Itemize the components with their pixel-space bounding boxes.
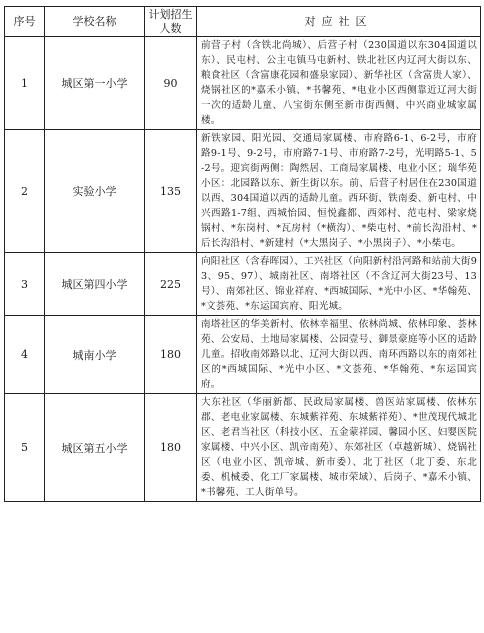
row-enrollment: 135 [145, 130, 197, 253]
row-communities: 前营子村（含铁北尚城）、后营子村（230国道以东304国道以东）、民屯村、公主屯镇马屯新村、铁北社区内辽河大街以东、粮食社区（含富康花园和盛泉家园）、新华社区（含富贵人家）、烧锅社区的*嘉禾小镇、*书馨苑、*电业小区西侧靠近辽河大街一次的适龄儿童、八宝街东侧至新市街西侧、中兴商业城家属楼。 [197, 37, 481, 130]
header-planned-enrollment: 计划招生人数 [145, 7, 197, 37]
row-school-name: 城南小学 [45, 316, 145, 394]
row-index: 3 [5, 253, 45, 316]
table-row [5, 130, 481, 253]
row-index: 5 [5, 394, 45, 502]
row-school-name: 城区第四小学 [45, 253, 145, 316]
row-school-name: 城区第五小学 [45, 394, 145, 502]
row-index: 1 [5, 37, 45, 130]
row-enrollment: 180 [145, 316, 197, 394]
row-communities: 南塔社区的华美新村、依林幸福里、依林尚城、依林印象、荟林苑、公安局、土地局家属楼、公园壹号、御景豪庭等小区的适龄儿童。招收南郊路以北、辽河大街以西、南环西路以东的南郊社区的*西城国际、*光中小区、*文荟苑、*华翰苑、*东运国宾府。 [197, 316, 481, 394]
row-index: 4 [5, 316, 45, 394]
header-areas-text: 对应社区 [304, 14, 373, 28]
row-enrollment: 90 [145, 37, 197, 130]
header-school-name: 学校名称 [45, 7, 145, 37]
table-row [5, 316, 481, 394]
row-index: 2 [5, 130, 45, 253]
table-row [5, 253, 481, 316]
row-enrollment: 225 [145, 253, 197, 316]
header-index: 序号 [5, 7, 45, 37]
header-corresponding-communities [197, 7, 481, 37]
row-communities: 大东社区（华丽新都、民政局家属楼、兽医站家属楼、依林东郡、老电业家属楼、东城紫祥苑、东城紫祥苑）、*世茂现代城北区、老君当社区（科技小区、五金蒙祥园、馨园小区、妇婴医院家属楼、中兴小区、凯帝南苑）、东郊社区（卓越新城）、烧锅社区（电业小区、凯帝城、新市委）、北丁社区（北丁委、东北委、机械委、化工厂家属楼、城市荣域）、后岗子、*嘉禾小镇、*书馨苑、工人街单号。 [197, 394, 481, 502]
table-row [5, 37, 481, 130]
document [4, 6, 480, 502]
row-communities: 向阳社区（含春晖园）、工兴社区（向阳新村沿河路和站前大街93、95、97）、城南社区、南塔社区（不含辽河大街23号、13号）、南郊社区、锦业祥府、*西城国际、*光中小区、*华翰苑、*文荟苑、*东运国宾府、阳光城。 [197, 253, 481, 316]
table-header-row [5, 7, 481, 37]
table-row [5, 394, 481, 502]
enrollment-allocation-table [4, 6, 481, 502]
row-school-name: 实验小学 [45, 130, 145, 253]
row-communities: 新铁家园、阳光园、交通局家属楼、市府路6-1、6-2号，市府路9-1号、9-2号，市府路7-1号、市府路7-2号，光明路5-1、5-2号。迎宾街两侧：陶然居、工商局家属楼、电业小区；瑞华苑小区：北园路以东、新生街以东。前、后营子村居住在230国道以西、304国道以西的适龄儿童。西环街、铁南委、新屯村、中兴西路1-7组、西城怡园、恒悦鑫都、西郊村、范屯村、梁家烧锅村、*东岗村、*瓦房村（*横沟）、*柴屯村、*前长沟沿村、*后长沟沿村、*新建村（*大黑岗子、*小黑岗子）、*小柴屯。 [197, 130, 481, 253]
row-school-name: 城区第一小学 [45, 37, 145, 130]
row-enrollment: 180 [145, 394, 197, 502]
